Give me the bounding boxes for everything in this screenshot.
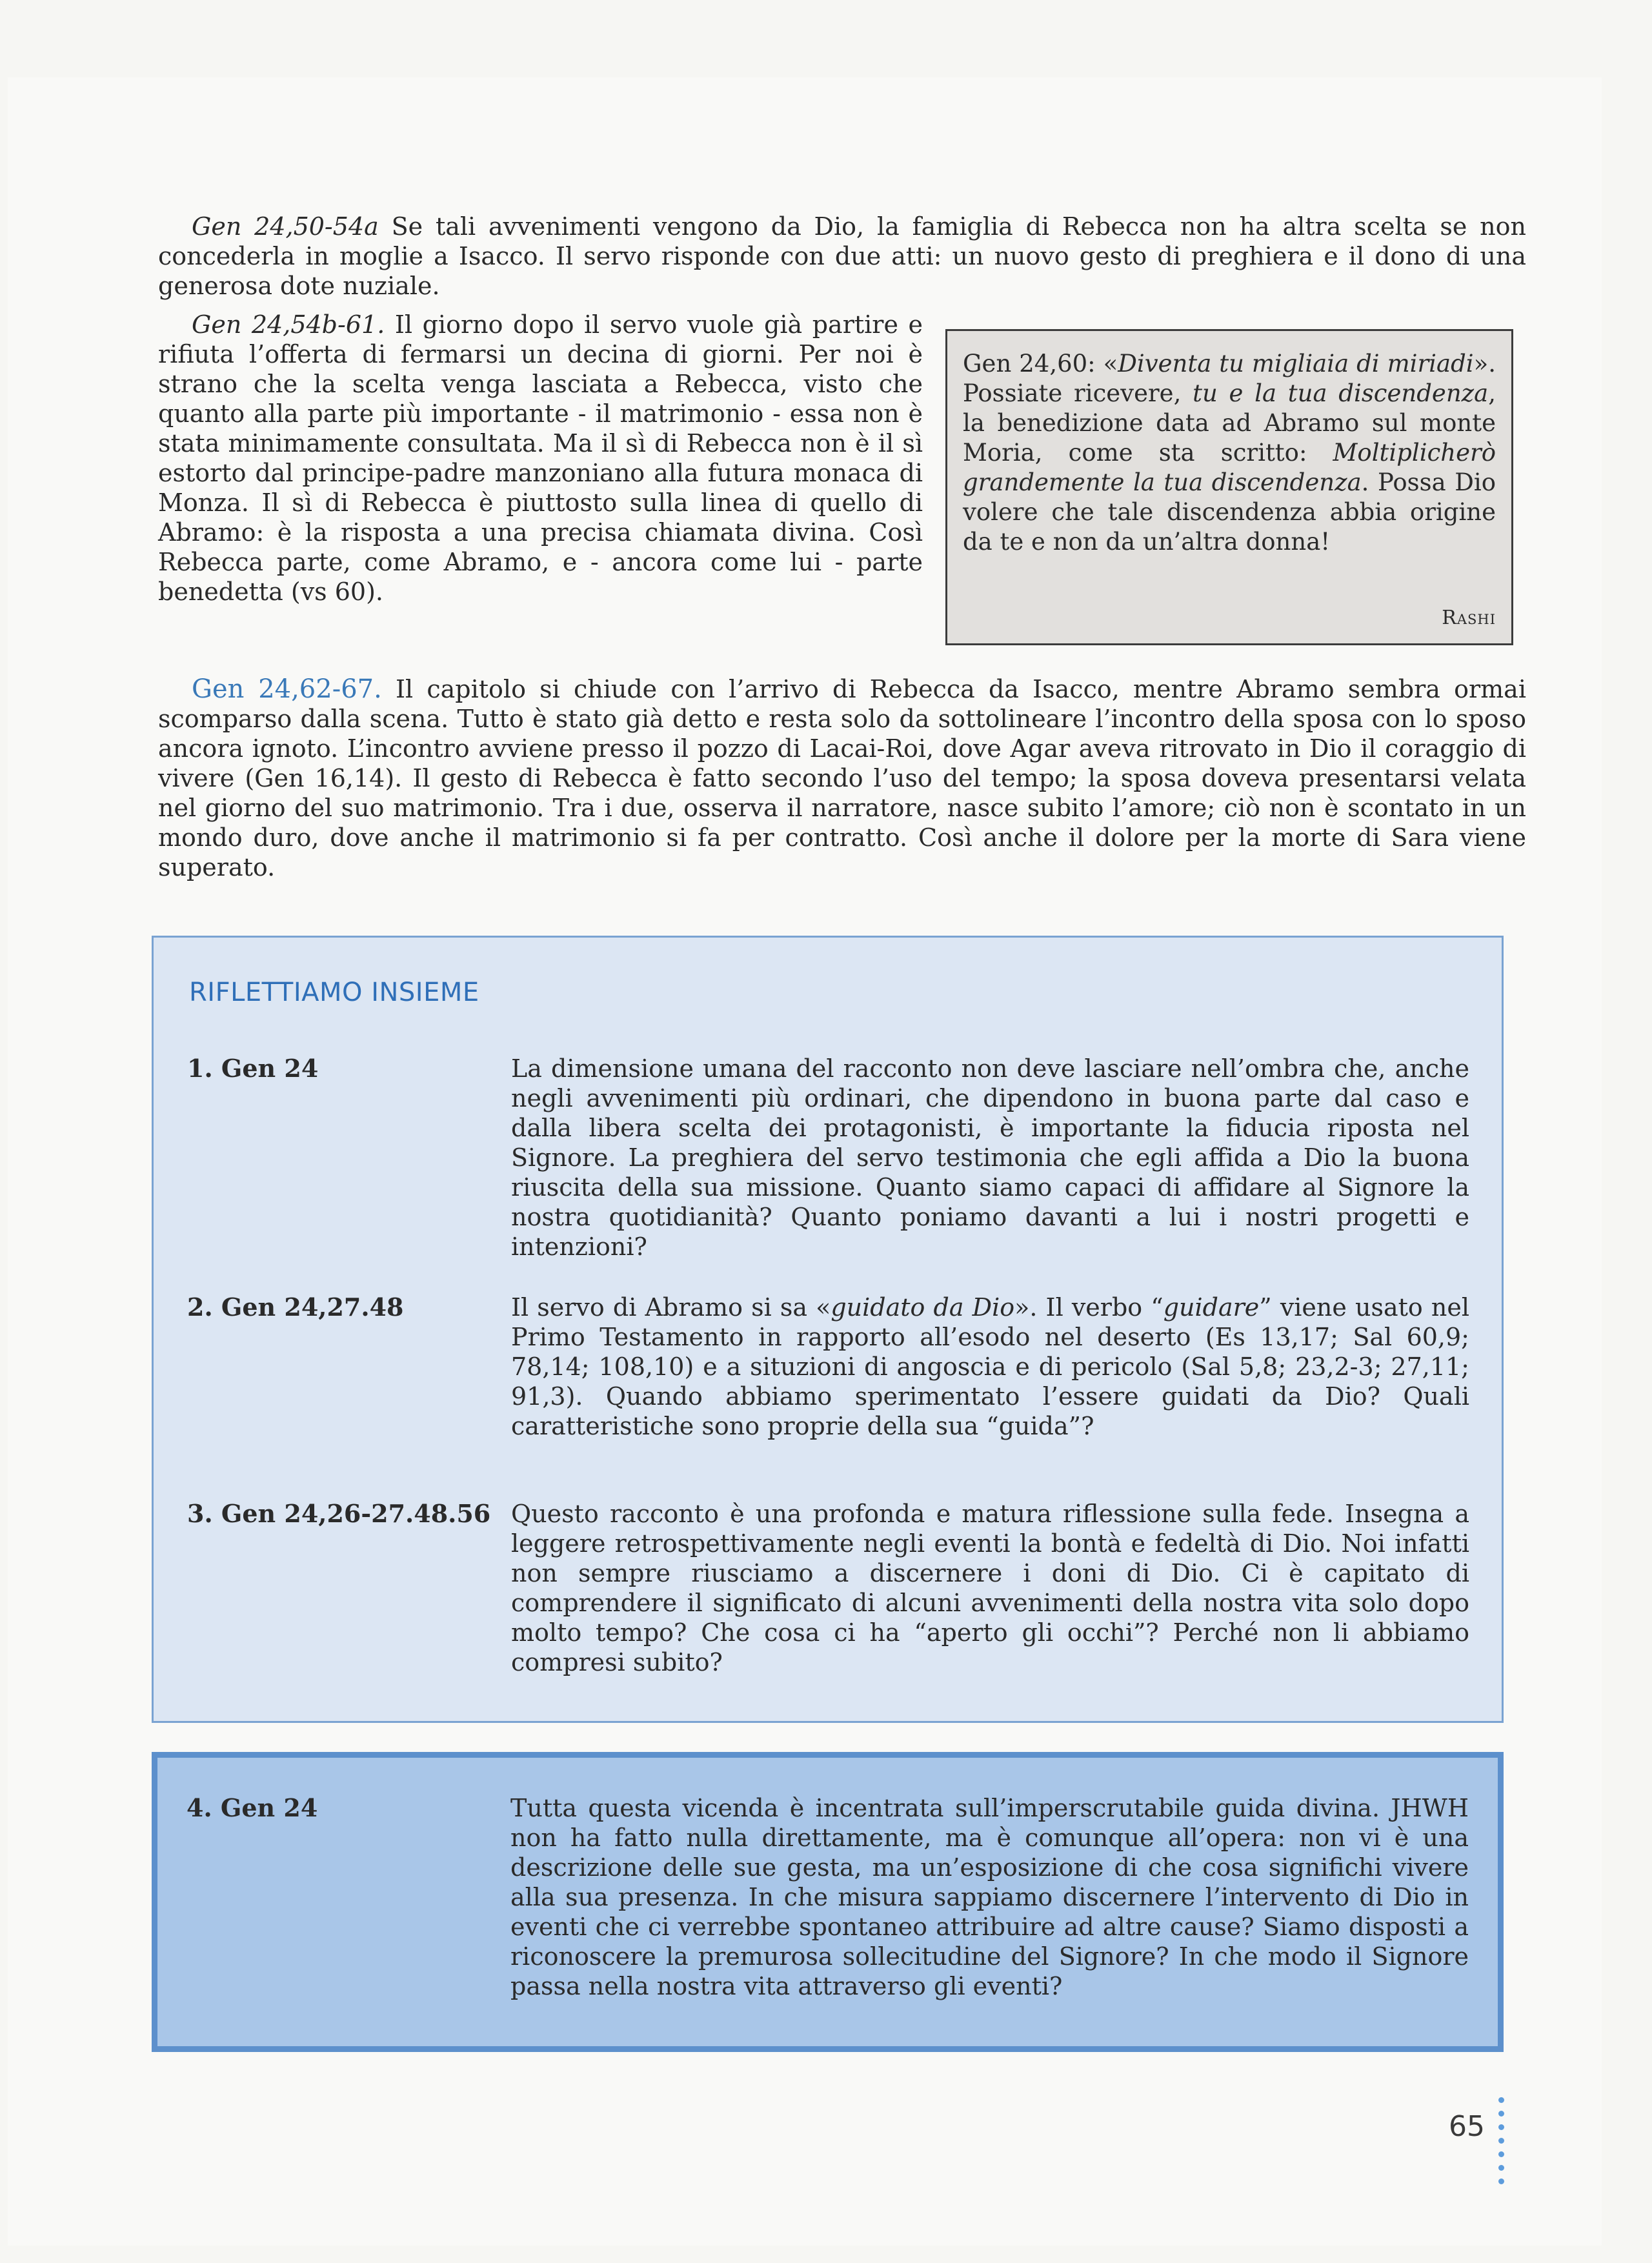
section-title: RIFLETTIAMO INSIEME: [189, 978, 479, 1007]
quote-italic: Moltiplicherò grandemente la tua discendenza: [963, 439, 1496, 496]
quote-text: [963, 349, 1496, 557]
quote-italic: tu e la tua discendenza: [1193, 379, 1489, 407]
rashi-quote-box: [945, 329, 1513, 645]
reflection-text: Questo racconto è una profonda e matura riflessione sulla fede. Insegna a leggere retrospettivamente negli eventi la bontà e fedeltà di Dio. Noi infatti non sempre riusciamo a discernere i doni di Dio. Ci è capitato di comprendere il significato di alcuni avvenimenti della nostra vita solo dopo molto tempo? Che cosa ci ha “aperto gli occhi”? Perché non li abbiamo compresi subito?: [511, 1500, 1469, 1676]
page-number: 65: [1449, 2110, 1485, 2143]
paragraph-text: Se tali avvenimenti vengono da Dio, la famiglia di Rebecca non ha altra scelta se non concederla in moglie a Isacco. Il servo risponde con due atti: un nuovo gesto di preghiera e il dono di una generosa dote nuziale.: [158, 212, 1526, 300]
reflection-highlight-box: [152, 1752, 1504, 2052]
reflect-together-box: [152, 936, 1504, 1723]
paragraph-text: Il capitolo si chiude con l’arrivo di Rebecca da Isacco, mentre Abramo sembra ormai scomparso dalla scena. Tutto è stato già detto e resta solo da sottolineare l’incontro della sposa con lo sposo ancora ignoto. L’incontro avviene presso il pozzo di Lacai-Roi, dove Agar aveva ritrovato in Dio il coraggio di vivere (Gen 16,14). Il gesto di Rebecca è fatto secondo l’uso del tempo; la sposa doveva presentarsi velata nel giorno del suo matrimonio. Tra i due, osserva il narratore, nasce subito l’amore; ciò non è scontato in un mondo duro, dove anche il matrimonio si fa per contratto. Così anche il dolore per la morte di Sara viene superato.: [158, 675, 1526, 881]
quote-italic: Diventa tu migliaia di miriadi: [1118, 350, 1474, 377]
reflection-italic: guidato da Dio: [831, 1293, 1015, 1322]
paragraph-gen-24-54b-61: [158, 310, 923, 607]
reflection-italic: guidare: [1163, 1293, 1260, 1322]
quote-prefix: Gen 24,60: «: [963, 350, 1118, 377]
page-number-dots-ornament: [1498, 2097, 1507, 2192]
reflection-reference: 1. Gen 24: [187, 1054, 319, 1083]
reflection-text: La dimensione umana del racconto non deve lasciare nell’ombra che, anche negli avvenimenti più ordinari, che dipendono in buona parte dal caso e dalla libera scelta dei protagonisti, è importante la fiducia riposta nel Signore. La preghiera del servo testimonia che egli affida a Dio la buona riuscita della sua missione. Quanto siamo capaci di affidare al Signore la nostra quotidianità? Quanto poniamo davanti a lui i nostri progetti e intenzioni?: [511, 1054, 1469, 1261]
quote-author: Rashi: [1442, 607, 1496, 629]
reflection-reference: 4. Gen 24: [186, 1793, 318, 1822]
quote-text-part: ». Possiate ricevere,: [963, 350, 1496, 407]
reflection-text-part: Il servo di Abramo si sa «: [511, 1293, 831, 1322]
paragraph-reference: Gen 24,62-67.: [192, 674, 382, 704]
paragraph-reference: Gen 24,50-54a: [192, 212, 379, 241]
quote-text-part: . Possa Dio volere che tale discendenza abbia origine da te e non da un’altra donna!: [963, 468, 1496, 556]
reflection-text-part: ” viene usato nel Primo Testamento in rapporto all’esodo nel deserto (Es 13,17; Sal 60,9; 78,14; 108,10) e a situzioni di angoscia e di pericolo (Sal 5,8; 23,2-3; 27,11; 91,3). Quando abbiamo sperimentato l’essere guidati da Dio? Quali caratteristiche sono proprie della sua “guida”?: [511, 1293, 1469, 1440]
reflection-reference: 3. Gen 24,26-27.48.56: [187, 1499, 491, 1528]
reflection-text: [511, 1292, 1469, 1441]
paragraph-text: Il giorno dopo il servo vuole già partire e rifiuta l’offerta di fermarsi un decina di giorni. Per noi è strano che la scelta venga lasciata a Rebecca, visto che quanto alla parte più importante - il matrimonio - essa non è stata minimamente consultata. Ma il sì di Rebecca non è il sì estorto dal principe-padre manzoniano alla futura monaca di Monza. Il sì di Rebecca è piuttosto sulla linea di quello di Abramo: è la risposta a una precisa chiamata divina. Così Rebecca parte, come Abramo, e - ancora come lui - parte benedetta (vs 60).: [158, 310, 923, 606]
paragraph-gen-24-62-67: [158, 674, 1526, 882]
reflection-reference: 2. Gen 24,27.48: [187, 1292, 404, 1322]
reflection-text: Tutta questa vicenda è incentrata sull’imperscrutabile guida divina. JHWH non ha fatto nulla direttamente, ma è comunque all’opera: non vi è una descrizione delle sue gesta, ma un’esposizione di che cosa significhi vivere alla sua presenza. In che misura sappiamo discernere l’intervento di Dio in eventi che ci verrebbe spontaneo attribuire ad altre cause? Siamo disposti a riconoscere la premurosa sollecitudine del Signore? In che modo il Signore passa nella nostra vita attraverso gli eventi?: [510, 1794, 1469, 2000]
reflection-text-part: ». Il verbo “: [1014, 1293, 1163, 1322]
paragraph-reference: Gen 24,54b-61.: [192, 310, 385, 339]
paragraph-gen-24-50-54a: [158, 212, 1526, 301]
quote-text-part: , la benedizione data ad Abramo sul monte Moria, come sta scritto:: [963, 379, 1496, 467]
